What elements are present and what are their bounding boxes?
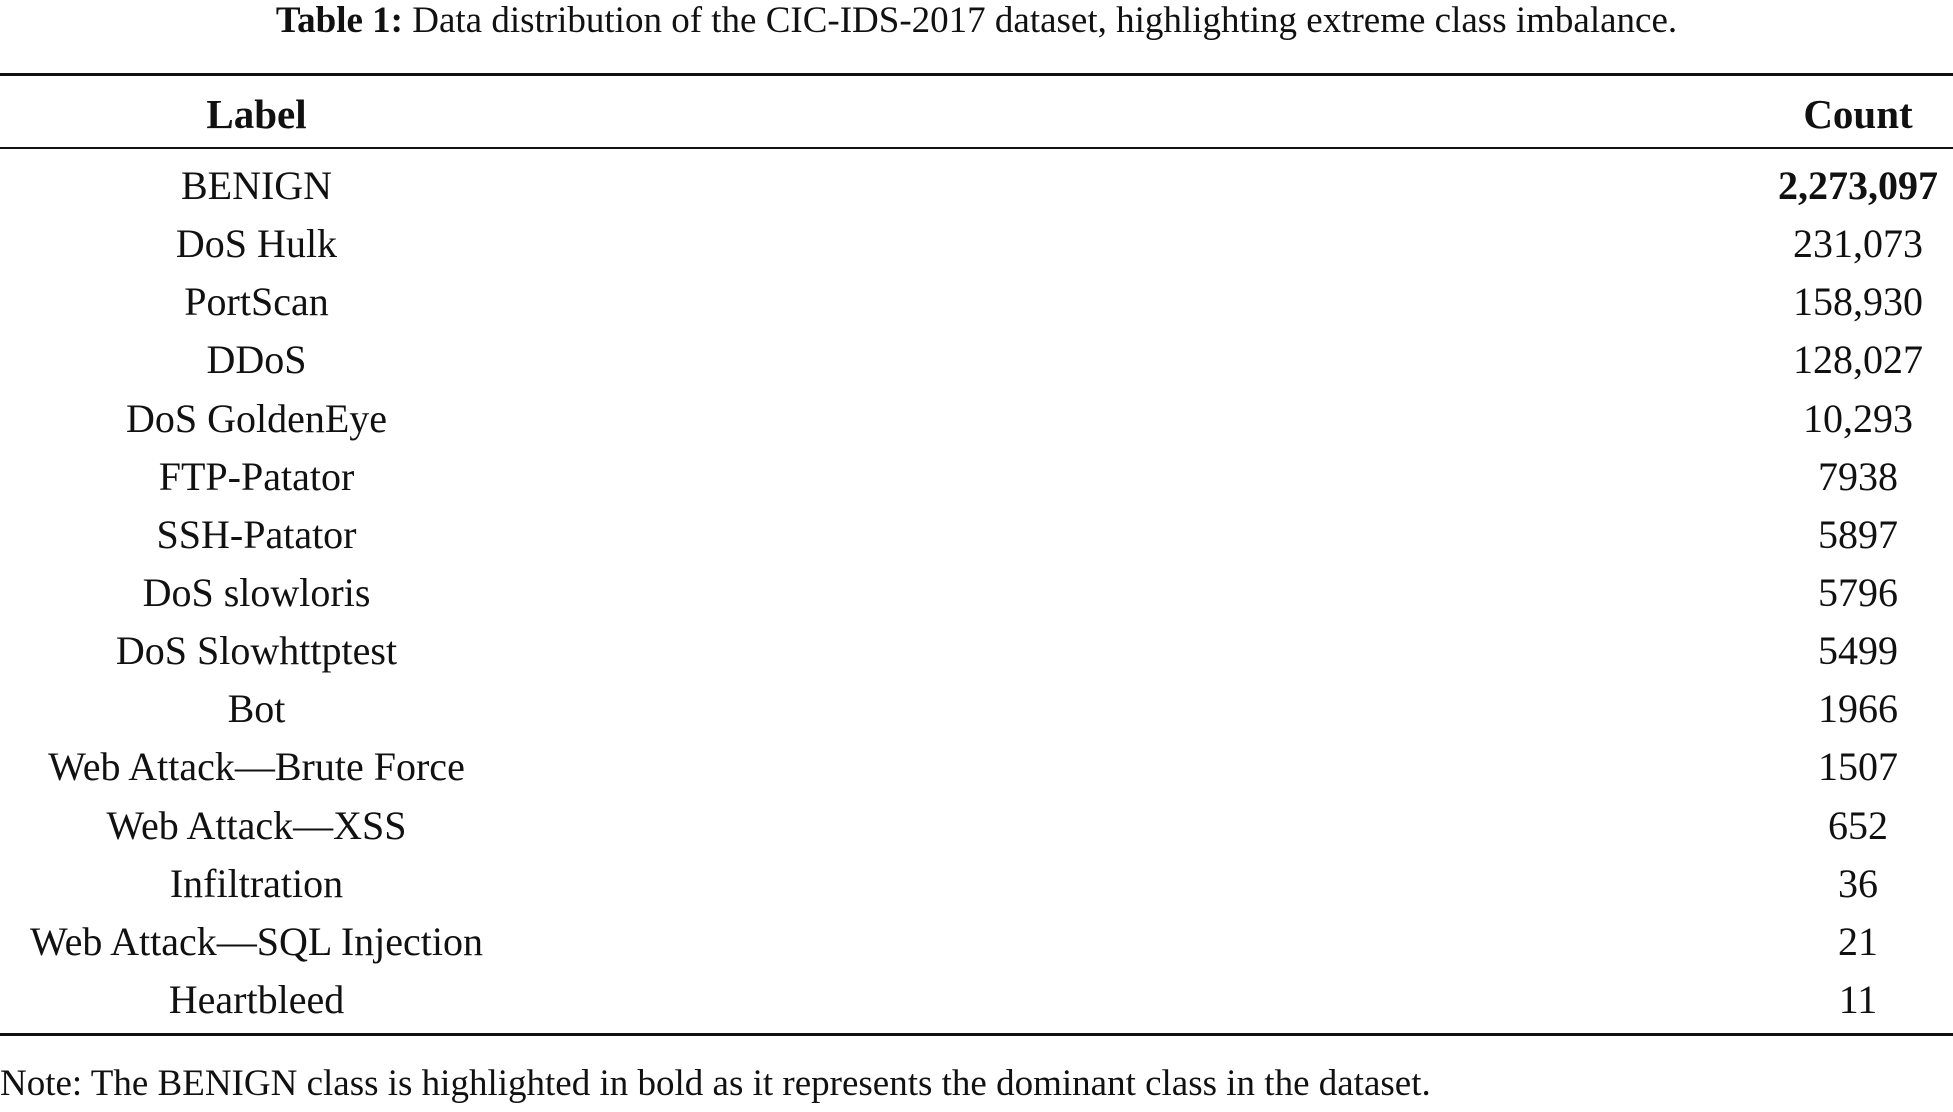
table-note: Note: The BENIGN class is highlighted in bold as it represents the dominant class in the dataset.	[0, 1063, 1431, 1104]
row-count: 5796	[1818, 569, 1898, 615]
table-row	[0, 570, 1953, 628]
table-caption-label: Table 1:	[275, 0, 403, 41]
table-row	[0, 163, 1953, 221]
row-count: 1966	[1818, 686, 1898, 732]
column-header-label: Label	[206, 91, 307, 137]
row-count: 7938	[1818, 453, 1898, 499]
row-label: Bot	[227, 686, 286, 732]
table-row	[0, 919, 1953, 977]
row-label: FTP-Patator	[158, 453, 355, 499]
row-count: 231,073	[1793, 221, 1923, 267]
row-count: 1507	[1818, 744, 1898, 790]
table-row	[0, 744, 1953, 802]
table-row	[0, 512, 1953, 570]
table-row	[0, 803, 1953, 861]
row-label: DDoS	[206, 337, 307, 383]
table-caption	[0, 0, 1953, 42]
row-label: Heartbleed	[168, 976, 345, 1022]
row-count: 36	[1838, 860, 1878, 906]
table-body	[0, 163, 1953, 1035]
table-row	[0, 221, 1953, 279]
row-label: DoS GoldenEye	[125, 395, 388, 441]
row-count: 5897	[1818, 511, 1898, 557]
row-count: 11	[1838, 976, 1878, 1022]
row-label: PortScan	[184, 279, 329, 325]
table-row	[0, 279, 1953, 337]
column-header-count: Count	[1803, 91, 1913, 137]
table-row	[0, 861, 1953, 919]
row-count: 5499	[1818, 628, 1898, 674]
table-bottom-rule	[0, 1033, 1953, 1036]
row-label: SSH-Patator	[156, 511, 357, 557]
table-row	[0, 686, 1953, 744]
row-count: 2,273,097	[1778, 163, 1938, 208]
row-count: 652	[1828, 802, 1888, 848]
row-count: 21	[1838, 918, 1878, 964]
row-label: Web Attack—Brute Force	[48, 744, 465, 790]
row-label: Web Attack—SQL Injection	[30, 918, 483, 964]
row-label: BENIGN	[180, 163, 333, 208]
table-row	[0, 454, 1953, 512]
row-label: DoS Slowhttptest	[115, 628, 398, 674]
row-label: DoS Hulk	[175, 221, 338, 267]
row-count: 128,027	[1793, 337, 1923, 383]
row-count: 10,293	[1803, 395, 1913, 441]
table-caption-text: Data distribution of the CIC-IDS-2017 dataset, highlighting extreme class imbalance.	[412, 0, 1678, 41]
table-header-rule	[0, 147, 1953, 149]
row-label: DoS slowloris	[142, 569, 371, 615]
table-top-rule	[0, 73, 1953, 76]
row-count: 158,930	[1793, 279, 1923, 325]
table-row	[0, 396, 1953, 454]
row-label: Infiltration	[169, 860, 344, 906]
table-row	[0, 337, 1953, 395]
table-row	[0, 977, 1953, 1035]
row-label: Web Attack—XSS	[106, 802, 407, 848]
table-row	[0, 628, 1953, 686]
